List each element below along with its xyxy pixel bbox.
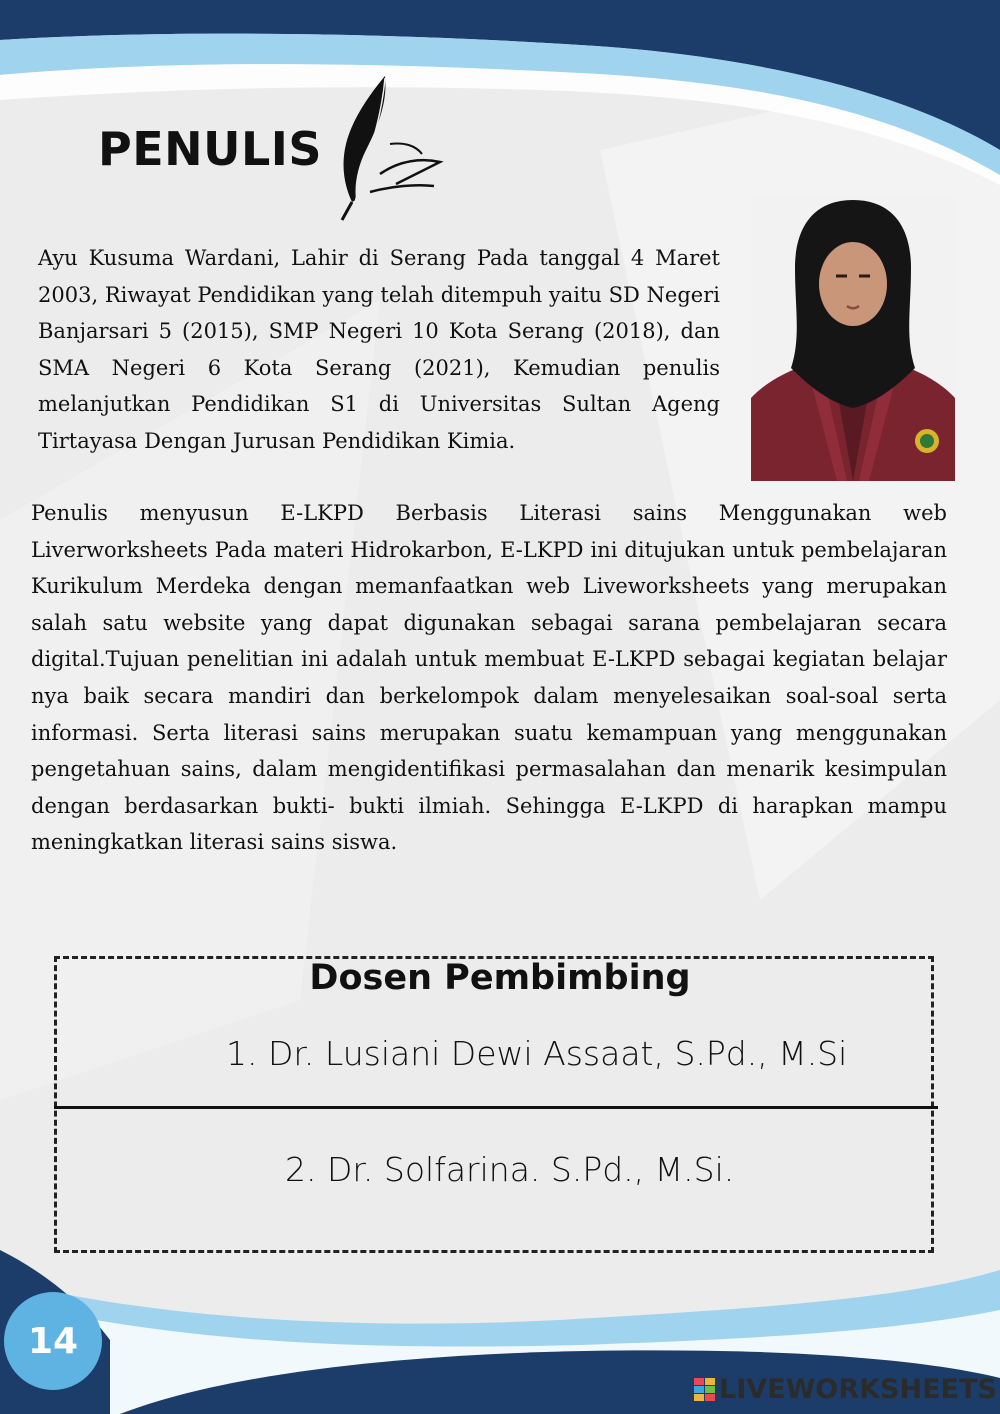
- liveworksheets-watermark: [694, 1374, 997, 1404]
- book-description: Penulis menyusun E-LKPD Berbasis Literasi sains Menggunakan web Liverworksheets Pada materi Hidrokarbon, E-LKPD ini ditujukan untuk pembelajaran Kurikulum Merdeka dengan memanfaatkan web Liveworksheets yang merupakan salah satu website yang dapat digunakan sebagai sarana pembelajaran secara digital.Tujuan penelitian ini adalah untuk membuat E-LKPD sebagai kegiatan belajar nya baik secara mandiri dan berkelompok dalam menyelesaikan soal-soal serta informasi. Serta literasi sains merupakan suatu kemampuan yang menggunakan pengetahuan sains, dalam mengidentifikasi permasalahan dan menarik kesimpulan dengan berdasarkan bukti- bukti ilmiah. Sehingga E-LKPD di harapkan mampu meningkatkan literasi sains siswa.: [31, 501, 947, 855]
- liveworksheets-logo-icon: [694, 1378, 715, 1401]
- author-bio: Ayu Kusuma Wardani, Lahir di Serang Pada tanggal 4 Maret 2003, Riwayat Pendidikan yang telah ditempuh yaitu SD Negeri Banjarsari 5 (2015), SMP Negeri 10 Kota Serang (2018), dan SMA Negeri 6 Kota Serang (2021), Kemudian penulis melanjutkan Pendidikan S1 di Universitas Sultan Ageng Tirtayasa Dengan Jurusan Pendidikan Kimia.: [38, 246, 720, 453]
- quill-icon: [330, 74, 450, 224]
- page-title: PENULIS: [98, 122, 323, 176]
- advisor-box: [54, 956, 934, 1253]
- watermark-text: LIVEWORKSHEETS: [719, 1373, 997, 1405]
- advisor-item: 1. Dr. Lusiani Dewi Assaat, S.Pd., M.Si: [226, 1034, 848, 1073]
- advisor-item: 2. Dr. Solfarina. S.Pd., M.Si.: [285, 1150, 735, 1189]
- advisor-heading: Dosen Pembimbing: [309, 958, 691, 998]
- advisor-divider: [54, 1106, 938, 1109]
- page-number-badge: 14: [4, 1292, 102, 1390]
- author-photo: [751, 198, 955, 481]
